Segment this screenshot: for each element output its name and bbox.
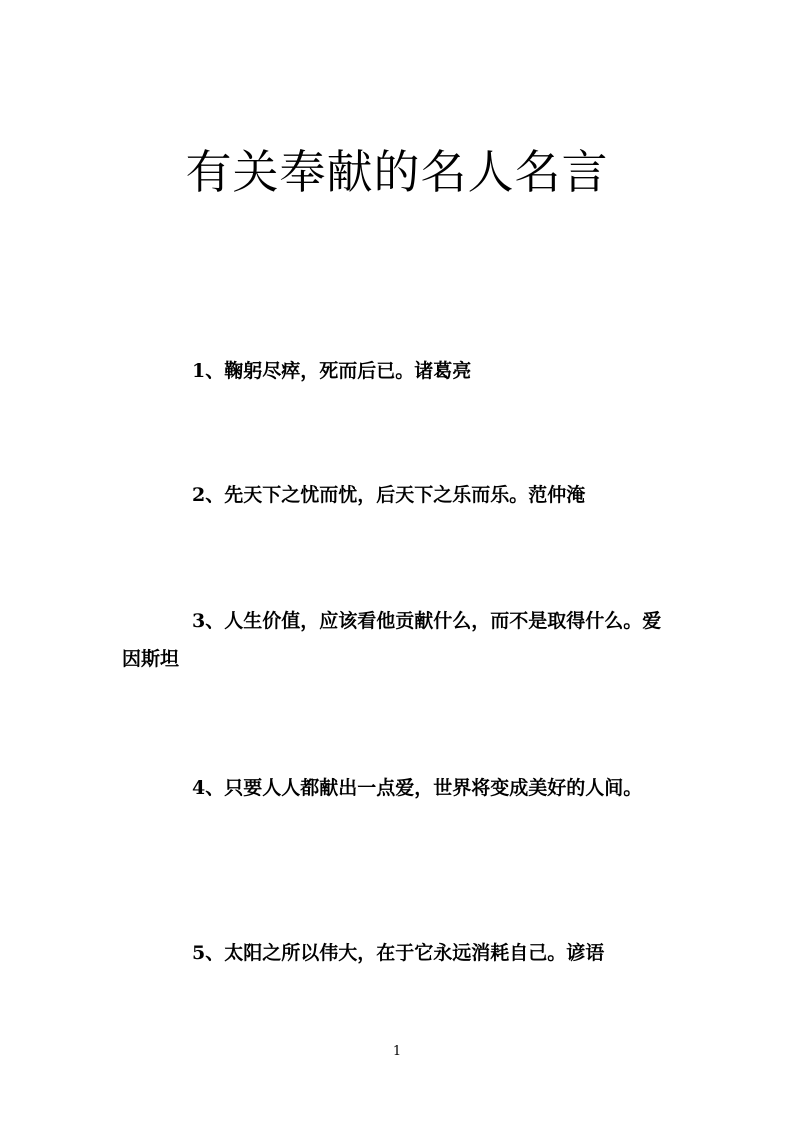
quote-item: 3、人生价值，应该看他贡献什么，而不是取得什么。爱因斯坦 bbox=[122, 610, 662, 670]
quote-item: 2、先天下之忧而忧，后天下之乐而乐。范仲淹 bbox=[192, 484, 586, 506]
quote-item: 4、只要人人都献出一点爱，世界将变成美好的人间。 bbox=[192, 777, 643, 799]
page-number: 1 bbox=[392, 1044, 402, 1059]
quote-item: 1、鞠躬尽瘁，死而后已。诸葛亮 bbox=[192, 360, 472, 382]
quote-item: 5、太阳之所以伟大，在于它永远消耗自己。谚语 bbox=[192, 942, 605, 964]
document-title: 有关奉献的名人名言 bbox=[185, 145, 609, 199]
